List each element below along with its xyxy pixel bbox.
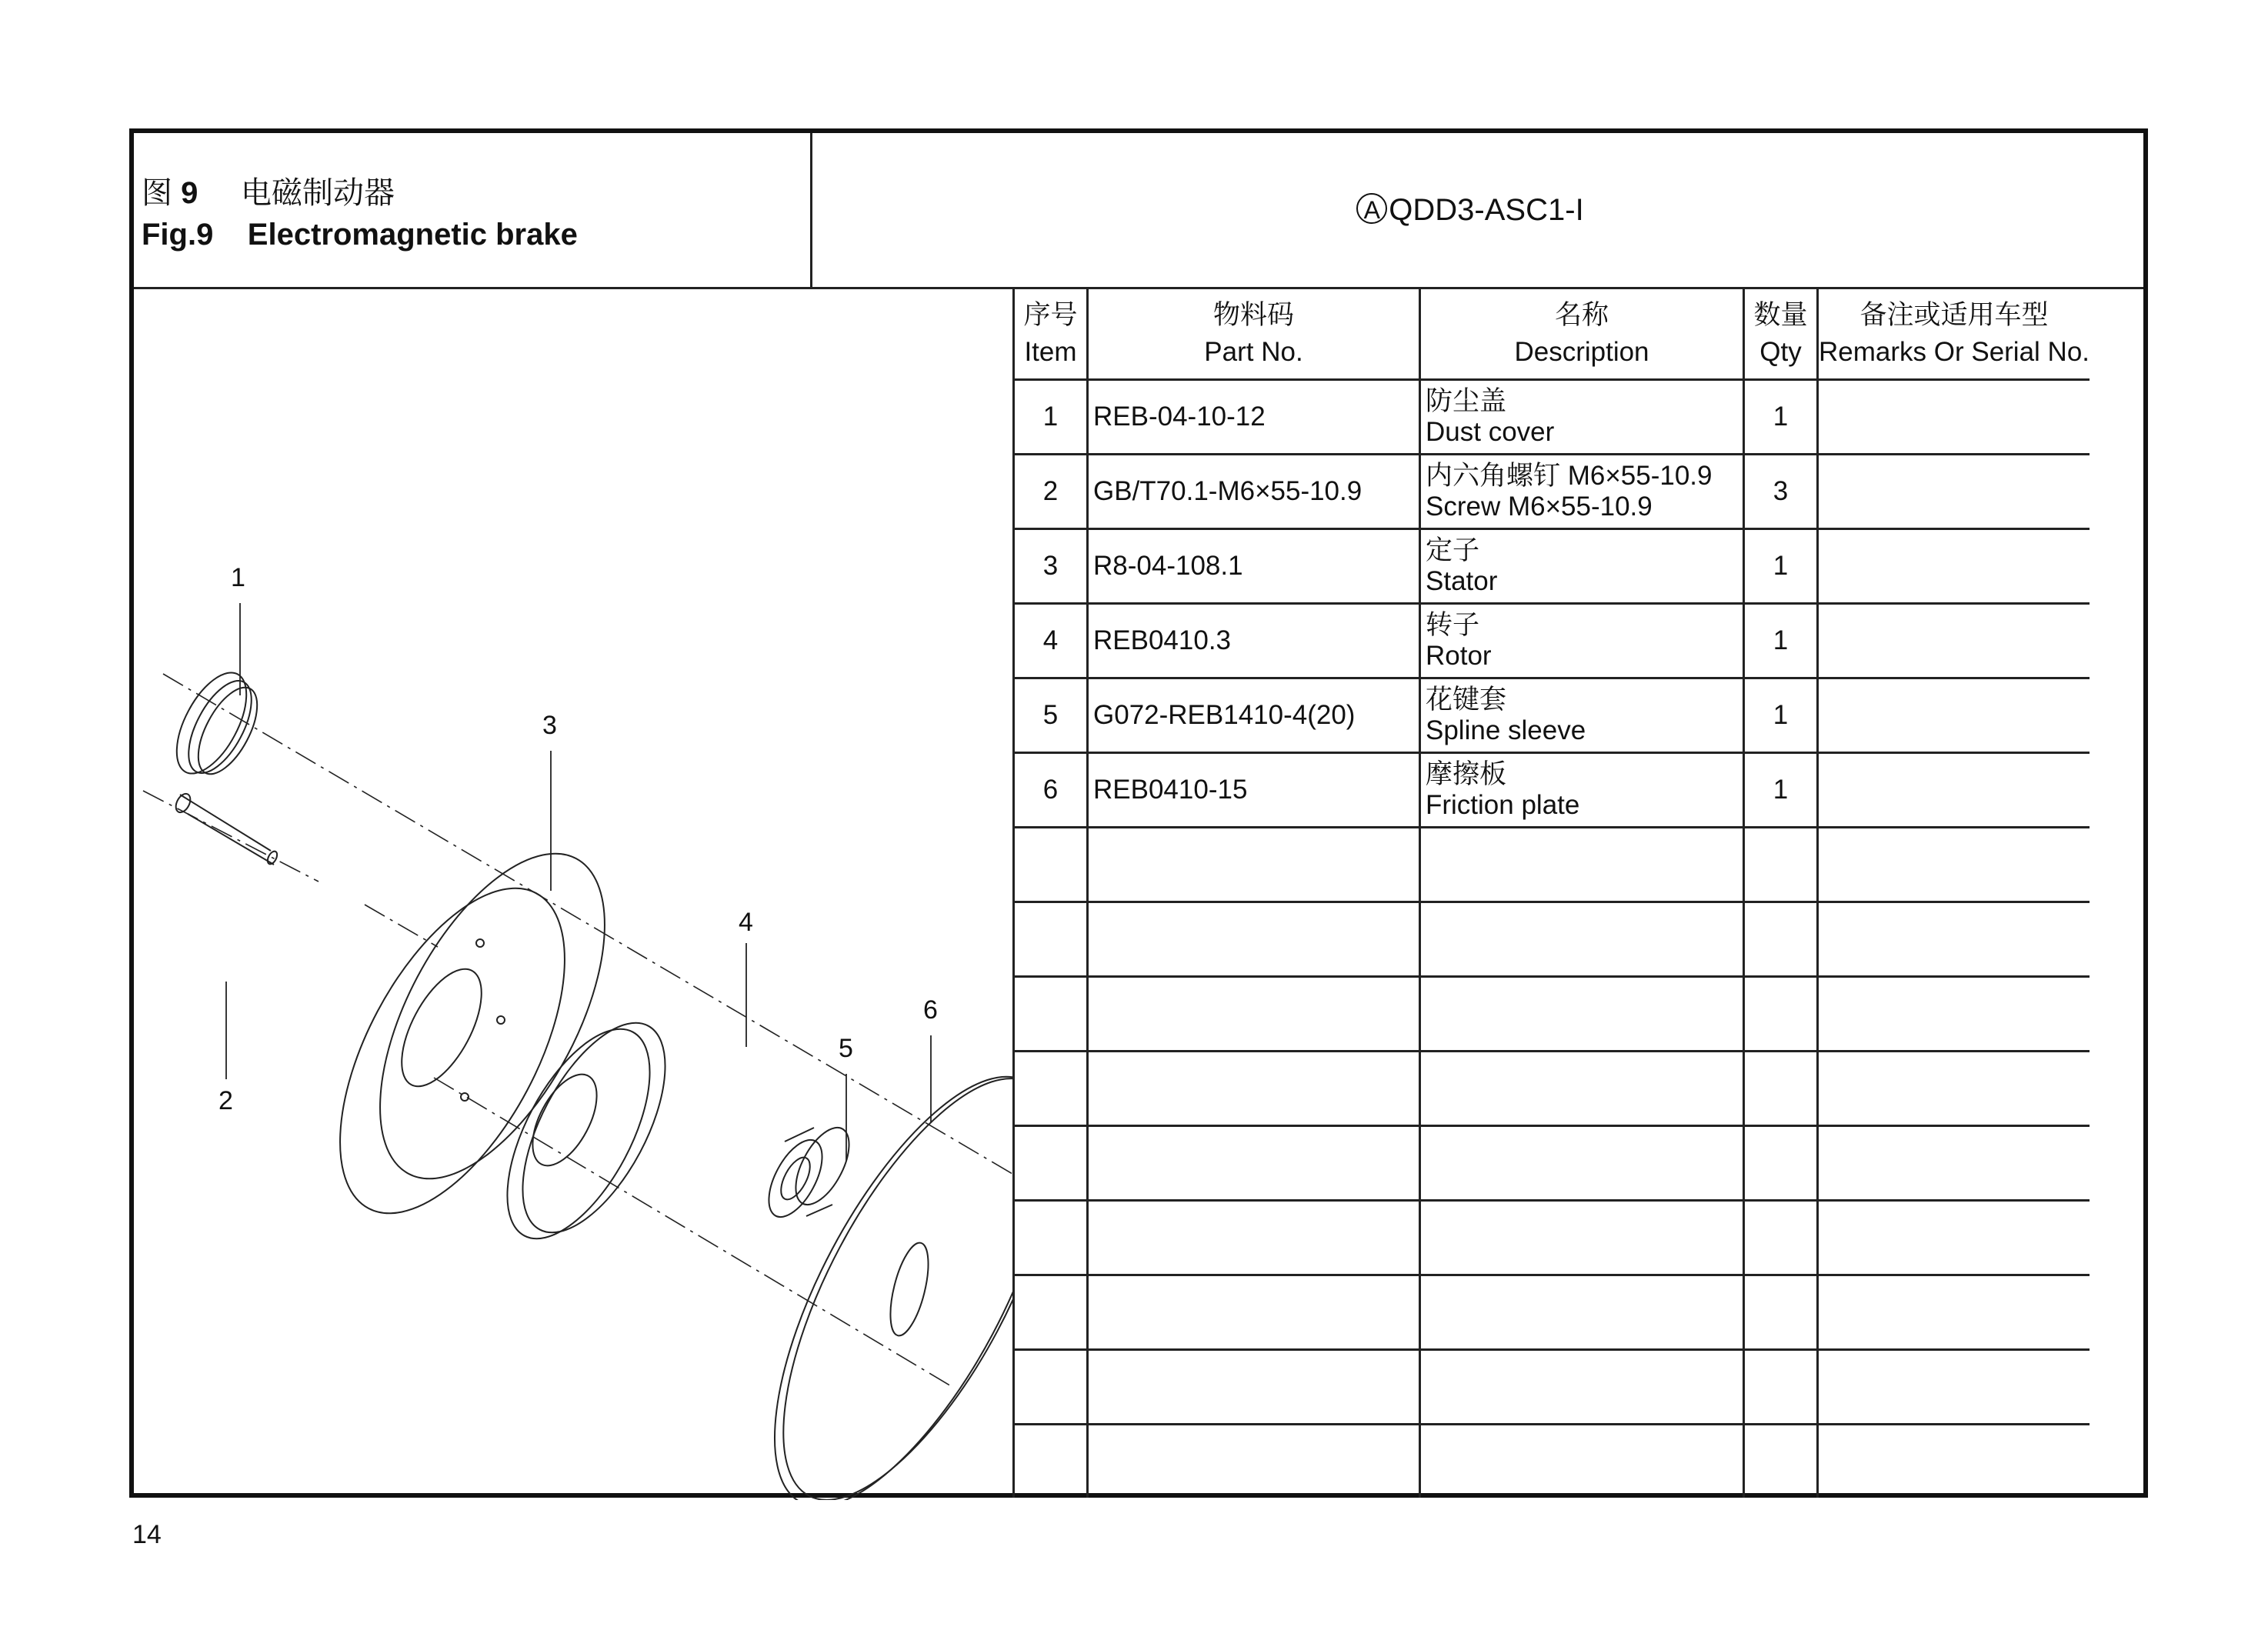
table-row bbox=[1014, 604, 2090, 678]
cell-remarks bbox=[1818, 455, 2090, 529]
empty-row bbox=[1014, 1350, 2090, 1425]
figure-title-en: Fig.9 Electromagnetic brake bbox=[142, 218, 578, 252]
cell-description: 内六角螺钉 M6×55-10.9 Screw M6×55-10.9 bbox=[1420, 455, 1744, 529]
cell-item: 6 bbox=[1014, 753, 1088, 828]
column-header-remarks: 备注或适用车型 Remarks Or Serial No. bbox=[1818, 288, 2090, 380]
cell-remarks bbox=[1818, 604, 2090, 678]
table-header-row bbox=[1014, 288, 2090, 380]
empty-row bbox=[1014, 1201, 2090, 1275]
cell-item: 4 bbox=[1014, 604, 1088, 678]
figure-title-block bbox=[134, 133, 812, 289]
cell-description: 转子 Rotor bbox=[1420, 604, 1744, 678]
parts-sheet-frame bbox=[129, 128, 2148, 1498]
callout-4: 4 bbox=[739, 908, 753, 937]
empty-row bbox=[1014, 828, 2090, 902]
cell-part-no: REB-04-10-12 bbox=[1088, 380, 1420, 455]
friction-plate-shape bbox=[720, 1038, 1012, 1500]
empty-row bbox=[1014, 977, 2090, 1052]
page-number: 14 bbox=[132, 1520, 162, 1549]
model-block bbox=[812, 133, 2143, 289]
cell-qty: 1 bbox=[1744, 753, 1818, 828]
exploded-view-drawing bbox=[134, 289, 1012, 1493]
empty-row bbox=[1014, 1052, 2090, 1126]
cell-description: 花键套 Spline sleeve bbox=[1420, 678, 1744, 753]
table-row bbox=[1014, 678, 2090, 753]
cell-description: 定子 Stator bbox=[1420, 529, 1744, 604]
dust-cover-shape bbox=[162, 662, 269, 784]
cell-qty: 1 bbox=[1744, 604, 1818, 678]
empty-row bbox=[1014, 1275, 2090, 1350]
cell-remarks bbox=[1818, 380, 2090, 455]
callout-6: 6 bbox=[923, 995, 938, 1025]
cell-part-no: REB0410.3 bbox=[1088, 604, 1420, 678]
cell-part-no: R8-04-108.1 bbox=[1088, 529, 1420, 604]
cell-description: 摩擦板 Friction plate bbox=[1420, 753, 1744, 828]
screw-shape bbox=[173, 792, 279, 866]
cell-part-no: REB0410-15 bbox=[1088, 753, 1420, 828]
rotor-shape bbox=[479, 1002, 695, 1261]
column-header-qty: 数量 Qty bbox=[1744, 288, 1818, 380]
table-row bbox=[1014, 380, 2090, 455]
column-header-part-no: 物料码 Part No. bbox=[1088, 288, 1420, 380]
table-row bbox=[1014, 529, 2090, 604]
model-code: A QDD3-ASC1-I bbox=[1356, 193, 1583, 228]
callout-1: 1 bbox=[231, 563, 245, 592]
cell-remarks bbox=[1818, 753, 2090, 828]
column-header-description: 名称 Description bbox=[1420, 288, 1744, 380]
callout-3: 3 bbox=[542, 711, 557, 740]
cell-item: 2 bbox=[1014, 455, 1088, 529]
table-row bbox=[1014, 455, 2090, 529]
cell-qty: 1 bbox=[1744, 529, 1818, 604]
empty-row bbox=[1014, 1126, 2090, 1201]
cell-item: 5 bbox=[1014, 678, 1088, 753]
cell-item: 1 bbox=[1014, 380, 1088, 455]
table-row bbox=[1014, 753, 2090, 828]
cell-part-no: GB/T70.1-M6×55-10.9 bbox=[1088, 455, 1420, 529]
electromagnetic-brake-exploded-diagram bbox=[134, 289, 1012, 1500]
callout-2: 2 bbox=[218, 1086, 233, 1115]
figure-title-cn: 图 9 电磁制动器 bbox=[142, 176, 395, 210]
cell-remarks bbox=[1818, 678, 2090, 753]
column-header-item: 序号 Item bbox=[1014, 288, 1088, 380]
cell-remarks bbox=[1818, 529, 2090, 604]
circled-letter-icon: A bbox=[1356, 193, 1387, 224]
callout-5: 5 bbox=[839, 1034, 853, 1063]
cell-part-no: G072-REB1410-4(20) bbox=[1088, 678, 1420, 753]
cell-qty: 1 bbox=[1744, 678, 1818, 753]
cell-description: 防尘盖 Dust cover bbox=[1420, 380, 1744, 455]
cell-item: 3 bbox=[1014, 529, 1088, 604]
spline-sleeve-shape bbox=[758, 1119, 860, 1225]
cell-qty: 1 bbox=[1744, 380, 1818, 455]
cell-qty: 3 bbox=[1744, 455, 1818, 529]
stator-shape bbox=[294, 819, 651, 1248]
parts-table bbox=[1012, 287, 2090, 1498]
empty-row bbox=[1014, 1425, 2090, 1498]
empty-row bbox=[1014, 902, 2090, 977]
